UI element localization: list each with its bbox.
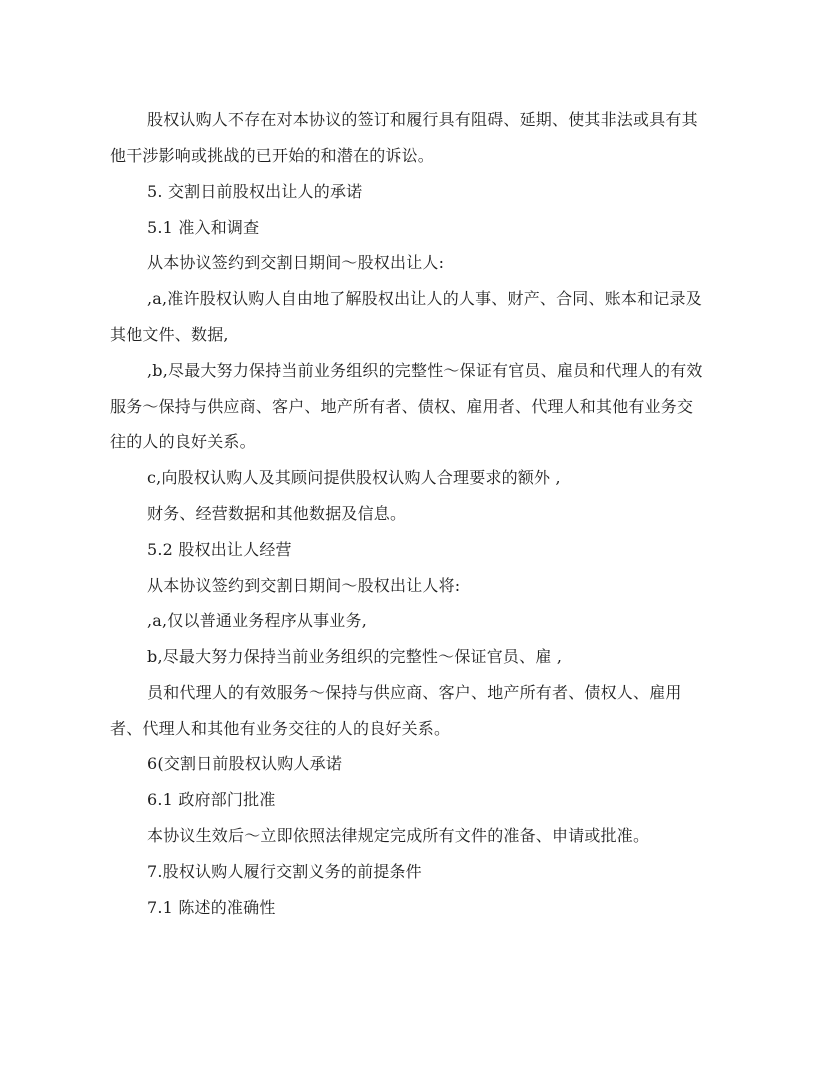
subsection-heading: 5.2 股权出让人经营 xyxy=(147,540,292,559)
section-heading: 5. 交割日前股权出让人的承诺 xyxy=(147,182,363,201)
subsection-heading: 7.1 陈述的准确性 xyxy=(147,898,276,917)
subsection-heading: 6.1 政府部门批准 xyxy=(147,790,276,809)
paragraph-line: 往的人的良好关系。 xyxy=(110,432,256,451)
paragraph-line: 从本协议签约到交割日期间～股权出让人将: xyxy=(147,576,461,595)
paragraph-line: ,a,仅以普通业务程序从事业务, xyxy=(147,611,367,630)
section-heading: 7.股权认购人履行交割义务的前提条件 xyxy=(147,862,422,881)
paragraph-line: 财务、经营数据和其他数据及信息。 xyxy=(147,504,407,523)
paragraph-line: 股权认购人不存在对本协议的签订和履行具有阻碍、延期、使其非法或具有其 xyxy=(147,110,698,129)
paragraph-line: 本协议生效后～立即依照法律规定完成所有文件的准备、申请或批准。 xyxy=(147,826,650,845)
paragraph-line: ,b,尽最大努力保持当前业务组织的完整性～保证有官员、雇员和代理人的有效 xyxy=(147,361,703,380)
paragraph-line: 从本协议签约到交割日期间～股权出让人: xyxy=(147,253,445,272)
subsection-heading: 5.1 准入和调查 xyxy=(147,218,260,237)
paragraph-line: 服务～保持与供应商、客户、地产所有者、债权、雇用者、代理人和其他有业务交 xyxy=(110,397,694,416)
paragraph-line: 其他文件、数据, xyxy=(110,325,229,344)
paragraph-line: 员和代理人的有效服务～保持与供应商、客户、地产所有者、债权人、雇用 xyxy=(147,683,682,702)
paragraph-line: b,尽最大努力保持当前业务组织的完整性～保证官员、雇 , xyxy=(147,647,563,666)
paragraph-line: ,a,准许股权认购人自由地了解股权出让人的人事、财产、合同、账本和记录及 xyxy=(147,289,702,308)
paragraph-line: 者、代理人和其他有业务交往的人的良好关系。 xyxy=(110,719,451,738)
section-heading: 6(交割日前股权认购人承诺 xyxy=(147,754,343,773)
paragraph-line: 他干涉影响或挑战的已开始的和潜在的诉讼。 xyxy=(110,146,435,165)
paragraph-line: c,向股权认购人及其顾问提供股权认购人合理要求的额外 , xyxy=(147,468,561,487)
